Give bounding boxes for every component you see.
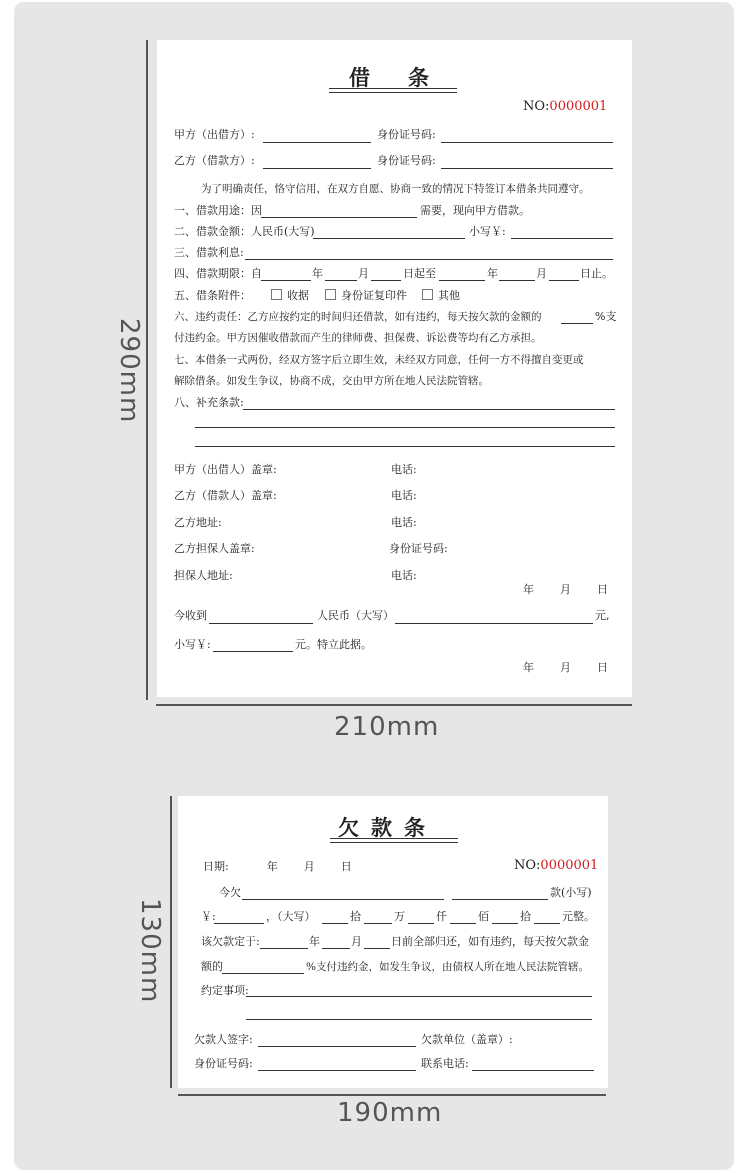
- checkbox-icon: [325, 289, 336, 300]
- term-d1: 日起至: [403, 267, 436, 280]
- term-end-day[interactable]: [549, 280, 579, 281]
- width-label-1: 210mm: [334, 712, 440, 742]
- borrower-id-field[interactable]: [441, 168, 613, 169]
- borrower-id-label: 身份证号码:: [377, 154, 436, 167]
- unit-wan: 万: [394, 910, 405, 923]
- width-ruler-2: [178, 1094, 606, 1096]
- clause-4: 四、借款期限：自: [174, 267, 262, 280]
- height-ruler-2: [170, 796, 172, 1088]
- clause-7: 七、本借条一式两份，经双方签字后立即生效，未经双方同意，任何一方不得擅自变更或: [174, 354, 584, 366]
- borrower-seal: 乙方（借款人）盖章:: [174, 489, 277, 502]
- term-end-year[interactable]: [439, 280, 485, 281]
- borrower-address-phone: 电话:: [391, 516, 417, 529]
- attachment-id-copy[interactable]: 身份证复印件: [325, 289, 407, 303]
- debt-title-underline-2: [330, 842, 458, 843]
- checkbox-icon: [422, 289, 433, 300]
- amount-lower-field[interactable]: [511, 238, 613, 239]
- clause-6-pct: %支: [595, 310, 617, 323]
- interest-field[interactable]: [245, 259, 613, 260]
- attachment-other[interactable]: 其他: [422, 289, 460, 303]
- term-m1: 月: [358, 267, 369, 280]
- title-underline: [329, 88, 457, 89]
- receipt-yuan: 元,: [595, 609, 610, 622]
- lender-phone: 电话:: [391, 463, 417, 476]
- terms-label: 约定事项:: [201, 984, 249, 997]
- loan-title: 借 条: [349, 65, 429, 90]
- loan-note-sheet: [157, 40, 632, 697]
- receipt-date: 年 月 日: [523, 661, 608, 674]
- sign-date: 年 月 日: [523, 583, 608, 596]
- penalty-rate-field[interactable]: [222, 973, 304, 974]
- clause-6: 六、违约责任：乙方应按约定的时间归还借款，如有违约，每天按欠款的金额的: [174, 311, 542, 323]
- clause-5: 五、借条附件：: [174, 289, 251, 302]
- amount-ten-thousand-tens[interactable]: [322, 923, 348, 924]
- due-text: 日前全部归还，如有违约，每天按欠款金: [391, 935, 589, 948]
- amount-bai[interactable]: [450, 923, 476, 924]
- term-y2: 年: [487, 267, 498, 280]
- term-start-month[interactable]: [325, 280, 357, 281]
- receipt-rmb: 人民币（大写）: [317, 609, 394, 622]
- penalty-rate-field[interactable]: [561, 323, 593, 324]
- checkbox-icon: [271, 289, 282, 300]
- height-ruler-1: [146, 40, 148, 700]
- debt-note-sheet: [178, 796, 608, 1088]
- debtor-unit-label: 欠款单位（盖章）:: [421, 1033, 513, 1046]
- guarantor-id: 身份证号码:: [389, 542, 448, 555]
- width-label-2: 190mm: [337, 1098, 443, 1128]
- borrower-address: 乙方地址:: [174, 516, 222, 529]
- term-m2: 月: [536, 267, 547, 280]
- purpose-field[interactable]: [261, 217, 417, 218]
- debt-date: 日期: 年 月 日: [203, 860, 352, 873]
- amount-lower-label: 小写￥:: [469, 225, 506, 238]
- due-label: 该欠款定于:: [201, 935, 260, 948]
- terms-field-2[interactable]: [246, 1019, 592, 1020]
- width-ruler-1: [156, 704, 632, 706]
- lender-seal: 甲方（出借人）盖章:: [174, 463, 277, 476]
- lender-id-label: 身份证号码:: [377, 128, 436, 141]
- supplement-field-2[interactable]: [195, 427, 615, 428]
- amount-wan[interactable]: [364, 923, 392, 924]
- clause-1: 一、借款用途：因: [174, 204, 262, 217]
- clause-7-line2: 解除借条。如发生争议，协商不成，交由甲方所在地人民法院管辖。: [174, 375, 489, 387]
- terms-field-1[interactable]: [246, 996, 592, 997]
- clause-1-end: 需要，现向甲方借款。: [420, 204, 530, 217]
- due-y: 年: [309, 935, 320, 948]
- term-d2: 日止。: [580, 267, 613, 280]
- receipt-end: 元。特立此据。: [295, 638, 372, 651]
- debt-title-underline: [330, 838, 458, 839]
- guarantor-seal: 乙方担保人盖章:: [174, 542, 255, 555]
- height-label-1: 290mm: [114, 318, 144, 424]
- amount-shi[interactable]: [492, 923, 518, 924]
- owe-label: 今欠: [219, 886, 241, 899]
- amount-qian[interactable]: [408, 923, 434, 924]
- amount-yuan[interactable]: [534, 923, 560, 924]
- borrower-phone: 电话:: [391, 489, 417, 502]
- amount-upper-label: ，（大写）: [266, 910, 316, 923]
- penalty-label: 额的: [201, 960, 223, 973]
- supplement-field-3[interactable]: [195, 446, 615, 447]
- guarantor-phone: 电话:: [391, 569, 417, 582]
- amount-number-field[interactable]: [214, 923, 264, 924]
- term-y1: 年: [312, 267, 323, 280]
- lender-id-field[interactable]: [441, 142, 613, 143]
- unit-yuan: 元整。: [562, 910, 595, 923]
- receipt-lower-label: 小写￥:: [174, 638, 211, 651]
- due-month[interactable]: [322, 948, 350, 949]
- term-start-day[interactable]: [371, 280, 401, 281]
- borrower-label: 乙方（借款方）:: [174, 154, 255, 167]
- term-start-year[interactable]: [261, 280, 311, 281]
- clause-6-line2: 付违约金。甲方因催收借款而产生的律师费、担保费、诉讼费等均有乙方承担。: [174, 332, 542, 344]
- amount-upper-field[interactable]: [313, 238, 465, 239]
- creditor-field[interactable]: [242, 899, 444, 900]
- due-m: 月: [351, 935, 362, 948]
- guarantor-address: 担保人地址:: [174, 569, 233, 582]
- receipt-amount-lower[interactable]: [213, 651, 293, 652]
- supplement-field-1[interactable]: [243, 409, 615, 410]
- owe-amount-label: 款(小写): [550, 886, 592, 899]
- title-underline-2: [329, 92, 457, 93]
- attachment-receipt[interactable]: 收据: [271, 289, 309, 303]
- term-end-month[interactable]: [499, 280, 535, 281]
- due-year[interactable]: [260, 948, 308, 949]
- unit-bai: 佰: [478, 910, 489, 923]
- debt-title: 欠 款 条: [338, 815, 425, 840]
- height-label-2: 130mm: [135, 898, 165, 1004]
- lender-field[interactable]: [263, 142, 371, 143]
- debtor-signature-field[interactable]: [258, 1046, 416, 1047]
- debtor-phone-label: 联系电话:: [421, 1057, 469, 1070]
- intro-text: 为了明确责任，恪守信用，在双方自愿、协商一致的情况下特签订本借条共同遵守。: [201, 183, 590, 195]
- debtor-id-field[interactable]: [258, 1070, 416, 1071]
- debtor-signature-label: 欠款人签字:: [194, 1033, 253, 1046]
- serial-number: NO:0000001: [523, 99, 608, 114]
- clause-8: 八、补充条款:: [174, 396, 244, 409]
- clause-2: 二、借款金额：人民币(大写): [174, 225, 315, 238]
- debtor-id-label: 身份证号码:: [194, 1057, 253, 1070]
- receipt-from-field[interactable]: [209, 623, 313, 624]
- clause-3: 三、借款利息:: [174, 246, 244, 259]
- unit-qian: 仟: [436, 910, 447, 923]
- borrower-field[interactable]: [263, 168, 371, 169]
- unit-shi-1: 拾: [350, 910, 361, 923]
- lender-label: 甲方（出借方）:: [174, 128, 255, 141]
- unit-shi-2: 拾: [520, 910, 531, 923]
- debt-item-field[interactable]: [452, 899, 548, 900]
- due-day[interactable]: [364, 948, 390, 949]
- receipt-received: 今收到: [174, 609, 207, 622]
- penalty-text: %支付违约金，如发生争议，由债权人所在地人民法院管辖。: [306, 961, 589, 973]
- receipt-amount-upper[interactable]: [395, 623, 593, 624]
- debt-serial-number: NO:0000001: [514, 858, 599, 873]
- amount-yen: ￥:: [201, 910, 216, 923]
- debtor-phone-field[interactable]: [472, 1070, 594, 1071]
